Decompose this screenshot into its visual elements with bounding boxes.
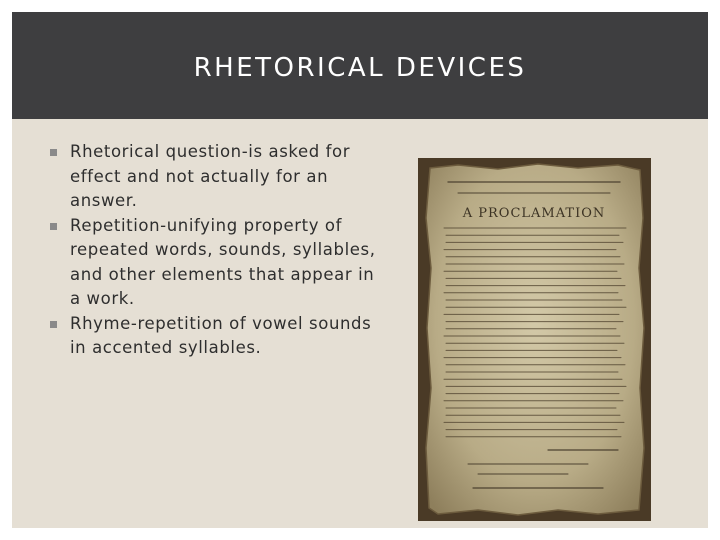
- bullet-text: Rhetorical question-is asked for effect and not actually for an answer.: [70, 142, 351, 210]
- proclamation-heading: A PROCLAMATION: [462, 206, 606, 221]
- historical-proclamation-document-icon: [418, 158, 651, 521]
- bullet-text: Rhyme-repetition of vowel sounds in accented syllables.: [70, 313, 372, 357]
- bullet-text: Repetition-unifying property of repeated words, sounds, syllables, and other elements that appear in a work.: [70, 215, 376, 308]
- slide: [12, 12, 708, 528]
- square-bullet-icon: [50, 223, 57, 230]
- bullet-list: [50, 140, 380, 361]
- slide-title: RHETORICAL DEVICES: [193, 53, 527, 83]
- bullet-item: [50, 312, 380, 361]
- square-bullet-icon: [50, 321, 57, 328]
- bullet-item: [50, 214, 380, 312]
- square-bullet-icon: [50, 149, 57, 156]
- bullet-item: [50, 140, 380, 214]
